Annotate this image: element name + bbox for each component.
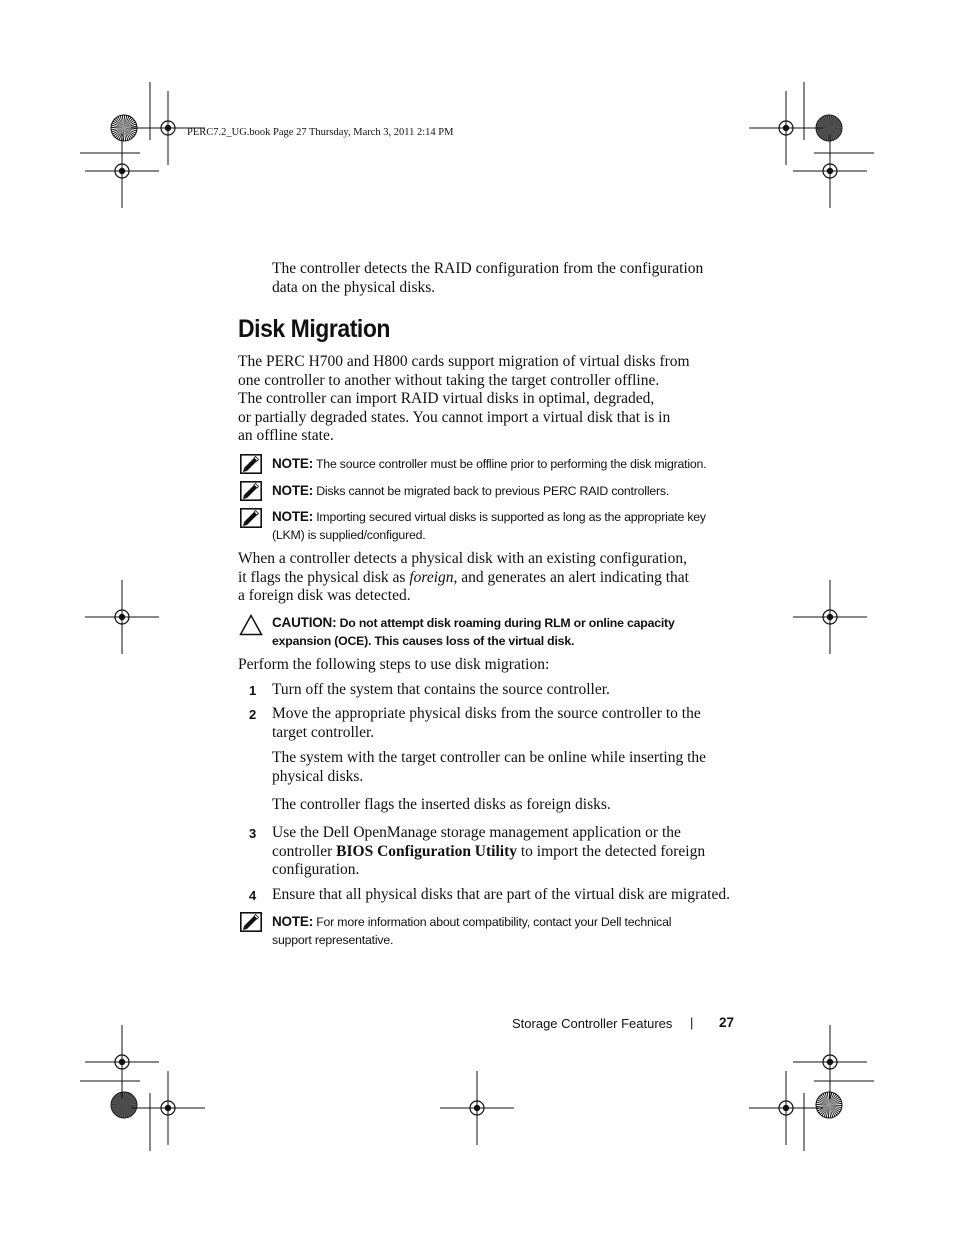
note-text: support representative. (272, 932, 394, 947)
registration-target-dot (474, 1105, 480, 1111)
note-3 (272, 508, 752, 544)
paragraph-line: or partially degraded states. You cannot import a virtual disk that is in (238, 408, 671, 426)
intro-line-1: The controller detects the RAID configuration from the configuration (272, 260, 704, 277)
text-run: to import the detected foreign (517, 842, 706, 860)
registration-target-dot (783, 125, 789, 131)
step-2-detail (272, 749, 706, 786)
registration-target-dot (165, 1105, 171, 1111)
starburst-mark (111, 1092, 137, 1118)
text-run: controller (272, 842, 337, 860)
migration-paragraph (238, 353, 690, 446)
note-1 (272, 455, 752, 474)
note-2 (272, 482, 752, 501)
text-run: , and generates an alert indicating that (453, 568, 689, 586)
note-text: For more information about compatibility, contact your Dell technical (316, 915, 672, 929)
registration-target-dot (119, 614, 125, 620)
print-header: PERC7.2_UG.book Page 27 Thursday, March 3, 2011 2:14 PM (187, 127, 454, 138)
footer-separator: | (690, 1015, 694, 1030)
step-number: 2 (249, 707, 257, 722)
final-note (272, 913, 752, 949)
step-line: target controller. (272, 723, 375, 741)
note-icon (240, 912, 262, 937)
step-1-text: Turn off the system that contains the source controller. (272, 681, 610, 698)
intro-paragraph (272, 260, 703, 297)
registration-target-dot (119, 168, 125, 174)
paragraph-line: an offline state. (238, 427, 334, 445)
text-run: it flags the physical disk as (238, 568, 410, 586)
step-2-text (272, 705, 701, 742)
utility-name: BIOS Configuration Utility (336, 842, 517, 860)
step-line: The system with the target controller can be online while inserting the (272, 749, 707, 766)
paragraph-line: The controller can import RAID virtual disks in optimal, degraded, (238, 390, 655, 408)
step-number: 1 (249, 683, 257, 698)
step-number: 4 (249, 888, 257, 903)
note-icon (240, 454, 262, 479)
step-line: Move the appropriate physical disks from the source controller to the (272, 705, 701, 722)
footer-section-name: Storage Controller Features (512, 1016, 673, 1031)
caution-label: CAUTION: (272, 615, 337, 630)
intro-line-2: data on the physical disks. (272, 278, 436, 296)
registration-target-dot (827, 614, 833, 620)
step-line: configuration. (272, 861, 360, 879)
section-title: Disk Migration (238, 315, 391, 343)
paragraph-line: one controller to another without taking the target controller offline. (238, 371, 660, 389)
note-label: NOTE: (272, 456, 313, 471)
note-text: Importing secured virtual disks is supported as long as the appropriate key (316, 510, 706, 524)
step-line (272, 843, 705, 862)
caution-box (272, 614, 752, 650)
note-text: Disks cannot be migrated back to previous PERC RAID controllers. (316, 484, 670, 498)
note-label: NOTE: (272, 914, 313, 929)
registration-target-dot (165, 125, 171, 131)
paragraph-line: When a controller detects a physical disk with an existing configuration, (238, 550, 687, 567)
foreign-paragraph (238, 550, 689, 606)
note-text: (LKM) is supplied/configured. (272, 527, 426, 542)
paragraph-line (238, 569, 689, 588)
step-number: 3 (249, 826, 257, 841)
step-4-text: Ensure that all physical disks that are part of the virtual disk are migrated. (272, 886, 730, 903)
caution-text: expansion (OCE). This causes loss of the virtual disk. (272, 633, 575, 648)
note-label: NOTE: (272, 509, 313, 524)
note-text: The source controller must be offline prior to performing the disk migration. (316, 457, 707, 471)
note-label: NOTE: (272, 483, 313, 498)
steps-intro: Perform the following steps to use disk migration: (238, 656, 550, 673)
registration-target-dot (783, 1105, 789, 1111)
registration-target-dot (827, 168, 833, 174)
registration-target-dot (119, 1059, 125, 1065)
starburst-mark (816, 1092, 842, 1118)
italic-term: foreign (409, 568, 454, 586)
page-number: 27 (719, 1015, 735, 1030)
step-3-text (272, 824, 705, 880)
step-2-detail-2: The controller flags the inserted disks as foreign disks. (272, 796, 611, 813)
caution-text: Do not attempt disk roaming during RLM or online capacity (339, 616, 675, 630)
registration-target-dot (827, 1059, 833, 1065)
caution-icon (239, 614, 263, 641)
step-line: physical disks. (272, 767, 364, 785)
note-icon (240, 481, 262, 506)
paragraph-line: a foreign disk was detected. (238, 587, 411, 605)
note-icon (240, 508, 262, 533)
paragraph-line: The PERC H700 and H800 cards support migration of virtual disks from (238, 353, 690, 370)
step-line: Use the Dell OpenManage storage management application or the (272, 824, 681, 841)
